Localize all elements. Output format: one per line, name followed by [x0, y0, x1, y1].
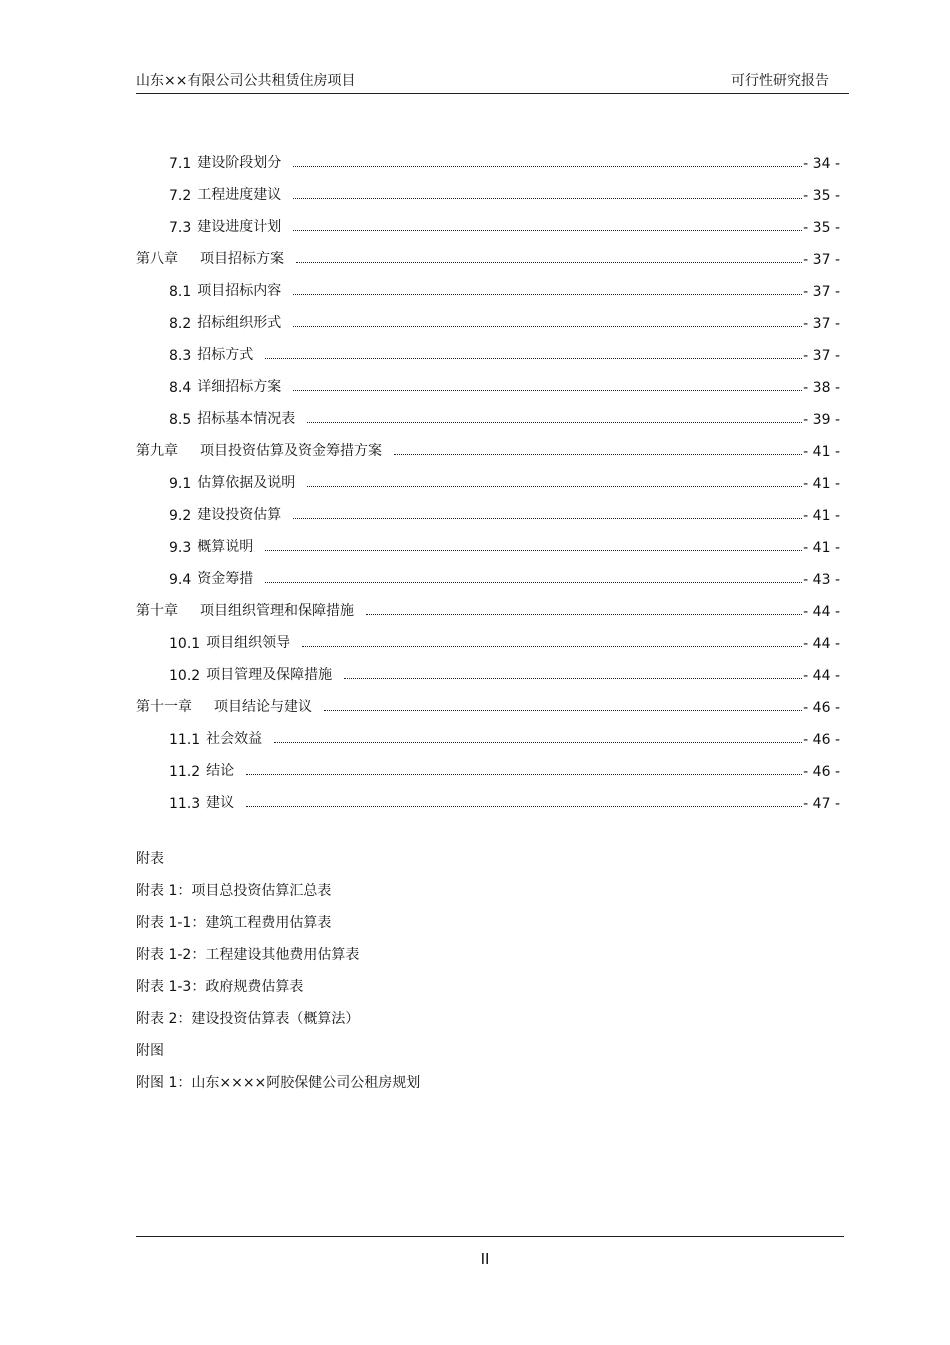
toc-entry-number: 8.4	[169, 380, 192, 396]
toc-entry-title: 结论	[206, 763, 235, 779]
toc-entry-number: 7.3	[169, 220, 192, 236]
toc-entry-page: - 46 -	[803, 764, 840, 780]
toc-section-entry[interactable]	[136, 716, 840, 748]
toc-entry-title: 项目投资估算及资金筹措方案	[200, 443, 382, 459]
toc-dot-leader	[293, 325, 802, 327]
toc-section-entry[interactable]	[136, 396, 840, 428]
toc-chapter-entry[interactable]	[136, 588, 840, 620]
toc-section-entry[interactable]	[136, 556, 840, 588]
toc-chapter-entry[interactable]	[136, 428, 840, 460]
toc-entry-page: - 41 -	[803, 508, 840, 524]
toc-entry-title: 项目管理及保障措施	[206, 667, 333, 683]
toc-entry-page: - 37 -	[803, 252, 840, 268]
toc-entry-page: - 44 -	[803, 636, 840, 652]
appendix-item: 附表 1-2：工程建设其他费用估算表	[136, 947, 360, 963]
appendix-item: 附图	[136, 1043, 164, 1059]
toc-entry-title: 建议	[206, 795, 235, 811]
toc-entry-number: 10.2	[169, 668, 201, 684]
toc-dot-leader	[394, 453, 802, 455]
toc-entry-page: - 41 -	[803, 476, 840, 492]
toc-entry-number: 9.2	[169, 508, 192, 524]
toc-entry-number: 10.1	[169, 636, 201, 652]
appendix-item: 附表 1：项目总投资估算汇总表	[136, 883, 332, 899]
toc-dot-leader	[293, 165, 802, 167]
toc-dot-leader	[293, 293, 802, 295]
toc-dot-leader	[307, 485, 802, 487]
toc-entry-number: 第十一章	[136, 699, 192, 715]
toc-entry-number: 7.2	[169, 188, 192, 204]
toc-entry-page: - 35 -	[803, 188, 840, 204]
toc-dot-leader	[274, 741, 802, 743]
appendix-list	[136, 847, 420, 1103]
toc-section-entry[interactable]	[136, 140, 840, 172]
appendix-item: 附图 1：山东××××阿胶保健公司公租房规划	[136, 1075, 421, 1091]
toc-dot-leader	[293, 389, 802, 391]
page-number: II	[480, 1250, 490, 1268]
toc-dot-leader	[293, 517, 802, 519]
toc-entry-number: 11.3	[169, 796, 201, 812]
toc-dot-leader	[296, 261, 802, 263]
header-project-title: 山东××有限公司公共租赁住房项目	[136, 73, 356, 89]
toc-section-entry[interactable]	[136, 652, 840, 684]
toc-entry-page: - 44 -	[803, 668, 840, 684]
toc-entry-title: 项目组织领导	[206, 635, 291, 651]
toc-entry-page: - 39 -	[803, 412, 840, 428]
toc-entry-title: 项目招标方案	[200, 251, 284, 267]
appendix-item: 附表 1-3：政府规费估算表	[136, 979, 304, 995]
toc-entry-page: - 41 -	[803, 444, 840, 460]
toc-dot-leader	[293, 229, 802, 231]
toc-entry-title: 资金筹措	[197, 571, 254, 587]
toc-section-entry[interactable]	[136, 204, 840, 236]
appendix-item: 附表 2：建设投资估算表（概算法）	[136, 1011, 360, 1027]
toc-section-entry[interactable]	[136, 748, 840, 780]
toc-entry-title: 项目招标内容	[197, 283, 282, 299]
toc-entry-page: - 38 -	[803, 380, 840, 396]
toc-entry-title: 建设进度计划	[197, 219, 282, 235]
toc-section-entry[interactable]	[136, 780, 840, 812]
toc-entry-title: 概算说明	[197, 539, 254, 555]
toc-entry-title: 社会效益	[206, 731, 263, 747]
appendix-item: 附表	[136, 851, 164, 867]
toc-section-entry[interactable]	[136, 460, 840, 492]
toc-section-entry[interactable]	[136, 332, 840, 364]
toc-section-entry[interactable]	[136, 620, 840, 652]
toc-section-entry[interactable]	[136, 172, 840, 204]
toc-entry-title: 估算依据及说明	[197, 475, 296, 491]
toc-dot-leader	[246, 805, 802, 807]
toc-entry-page: - 43 -	[803, 572, 840, 588]
toc-dot-leader	[307, 421, 802, 423]
toc-entry-number: 8.2	[169, 316, 192, 332]
toc-section-entry[interactable]	[136, 300, 840, 332]
toc-dot-leader	[265, 549, 802, 551]
toc-entry-title: 招标方式	[197, 347, 254, 363]
toc-dot-leader	[265, 357, 802, 359]
toc-entry-page: - 44 -	[803, 604, 840, 620]
toc-dot-leader	[324, 709, 802, 711]
toc-section-entry[interactable]	[136, 364, 840, 396]
toc-chapter-entry[interactable]	[136, 684, 840, 716]
toc-section-entry[interactable]	[136, 492, 840, 524]
toc-entry-number: 第十章	[136, 603, 178, 619]
footer-divider	[136, 1236, 844, 1237]
toc-entry-page: - 37 -	[803, 284, 840, 300]
header-report-type: 可行性研究报告	[731, 73, 829, 89]
toc-entry-page: - 34 -	[803, 156, 840, 172]
toc-entry-page: - 37 -	[803, 316, 840, 332]
toc-entry-number: 9.1	[169, 476, 192, 492]
toc-dot-leader	[265, 581, 802, 583]
toc-entry-number: 9.4	[169, 572, 192, 588]
toc-entry-number: 第八章	[136, 251, 178, 267]
toc-entry-page: - 46 -	[803, 732, 840, 748]
toc-entry-number: 8.1	[169, 284, 192, 300]
toc-entry-number: 11.2	[169, 764, 201, 780]
toc-entry-title: 项目结论与建议	[214, 699, 312, 715]
toc-entry-page: - 41 -	[803, 540, 840, 556]
toc-dot-leader	[344, 677, 802, 679]
toc-entry-title: 工程进度建议	[197, 187, 282, 203]
toc-entry-page: - 47 -	[803, 796, 840, 812]
toc-entry-title: 招标基本情况表	[197, 411, 296, 427]
toc-entry-title: 建设阶段划分	[197, 155, 282, 171]
toc-section-entry[interactable]	[136, 524, 840, 556]
table-of-contents	[136, 140, 840, 812]
toc-entry-number: 11.1	[169, 732, 201, 748]
appendix-item: 附表 1-1：建筑工程费用估算表	[136, 915, 332, 931]
toc-entry-page: - 35 -	[803, 220, 840, 236]
toc-section-entry[interactable]	[136, 268, 840, 300]
toc-entry-title: 项目组织管理和保障措施	[200, 603, 354, 619]
toc-dot-leader	[293, 197, 802, 199]
toc-dot-leader	[366, 613, 802, 615]
toc-entry-title: 详细招标方案	[197, 379, 282, 395]
toc-entry-title: 招标组织形式	[197, 315, 282, 331]
toc-entry-number: 9.3	[169, 540, 192, 556]
toc-entry-number: 8.3	[169, 348, 192, 364]
toc-entry-title: 建设投资估算	[197, 507, 282, 523]
toc-dot-leader	[302, 645, 802, 647]
toc-dot-leader	[246, 773, 802, 775]
toc-entry-page: - 46 -	[803, 700, 840, 716]
toc-entry-number: 8.5	[169, 412, 192, 428]
toc-entry-number: 7.1	[169, 156, 192, 172]
toc-chapter-entry[interactable]	[136, 236, 840, 268]
toc-entry-number: 第九章	[136, 443, 178, 459]
toc-entry-page: - 37 -	[803, 348, 840, 364]
page-header	[136, 68, 849, 94]
